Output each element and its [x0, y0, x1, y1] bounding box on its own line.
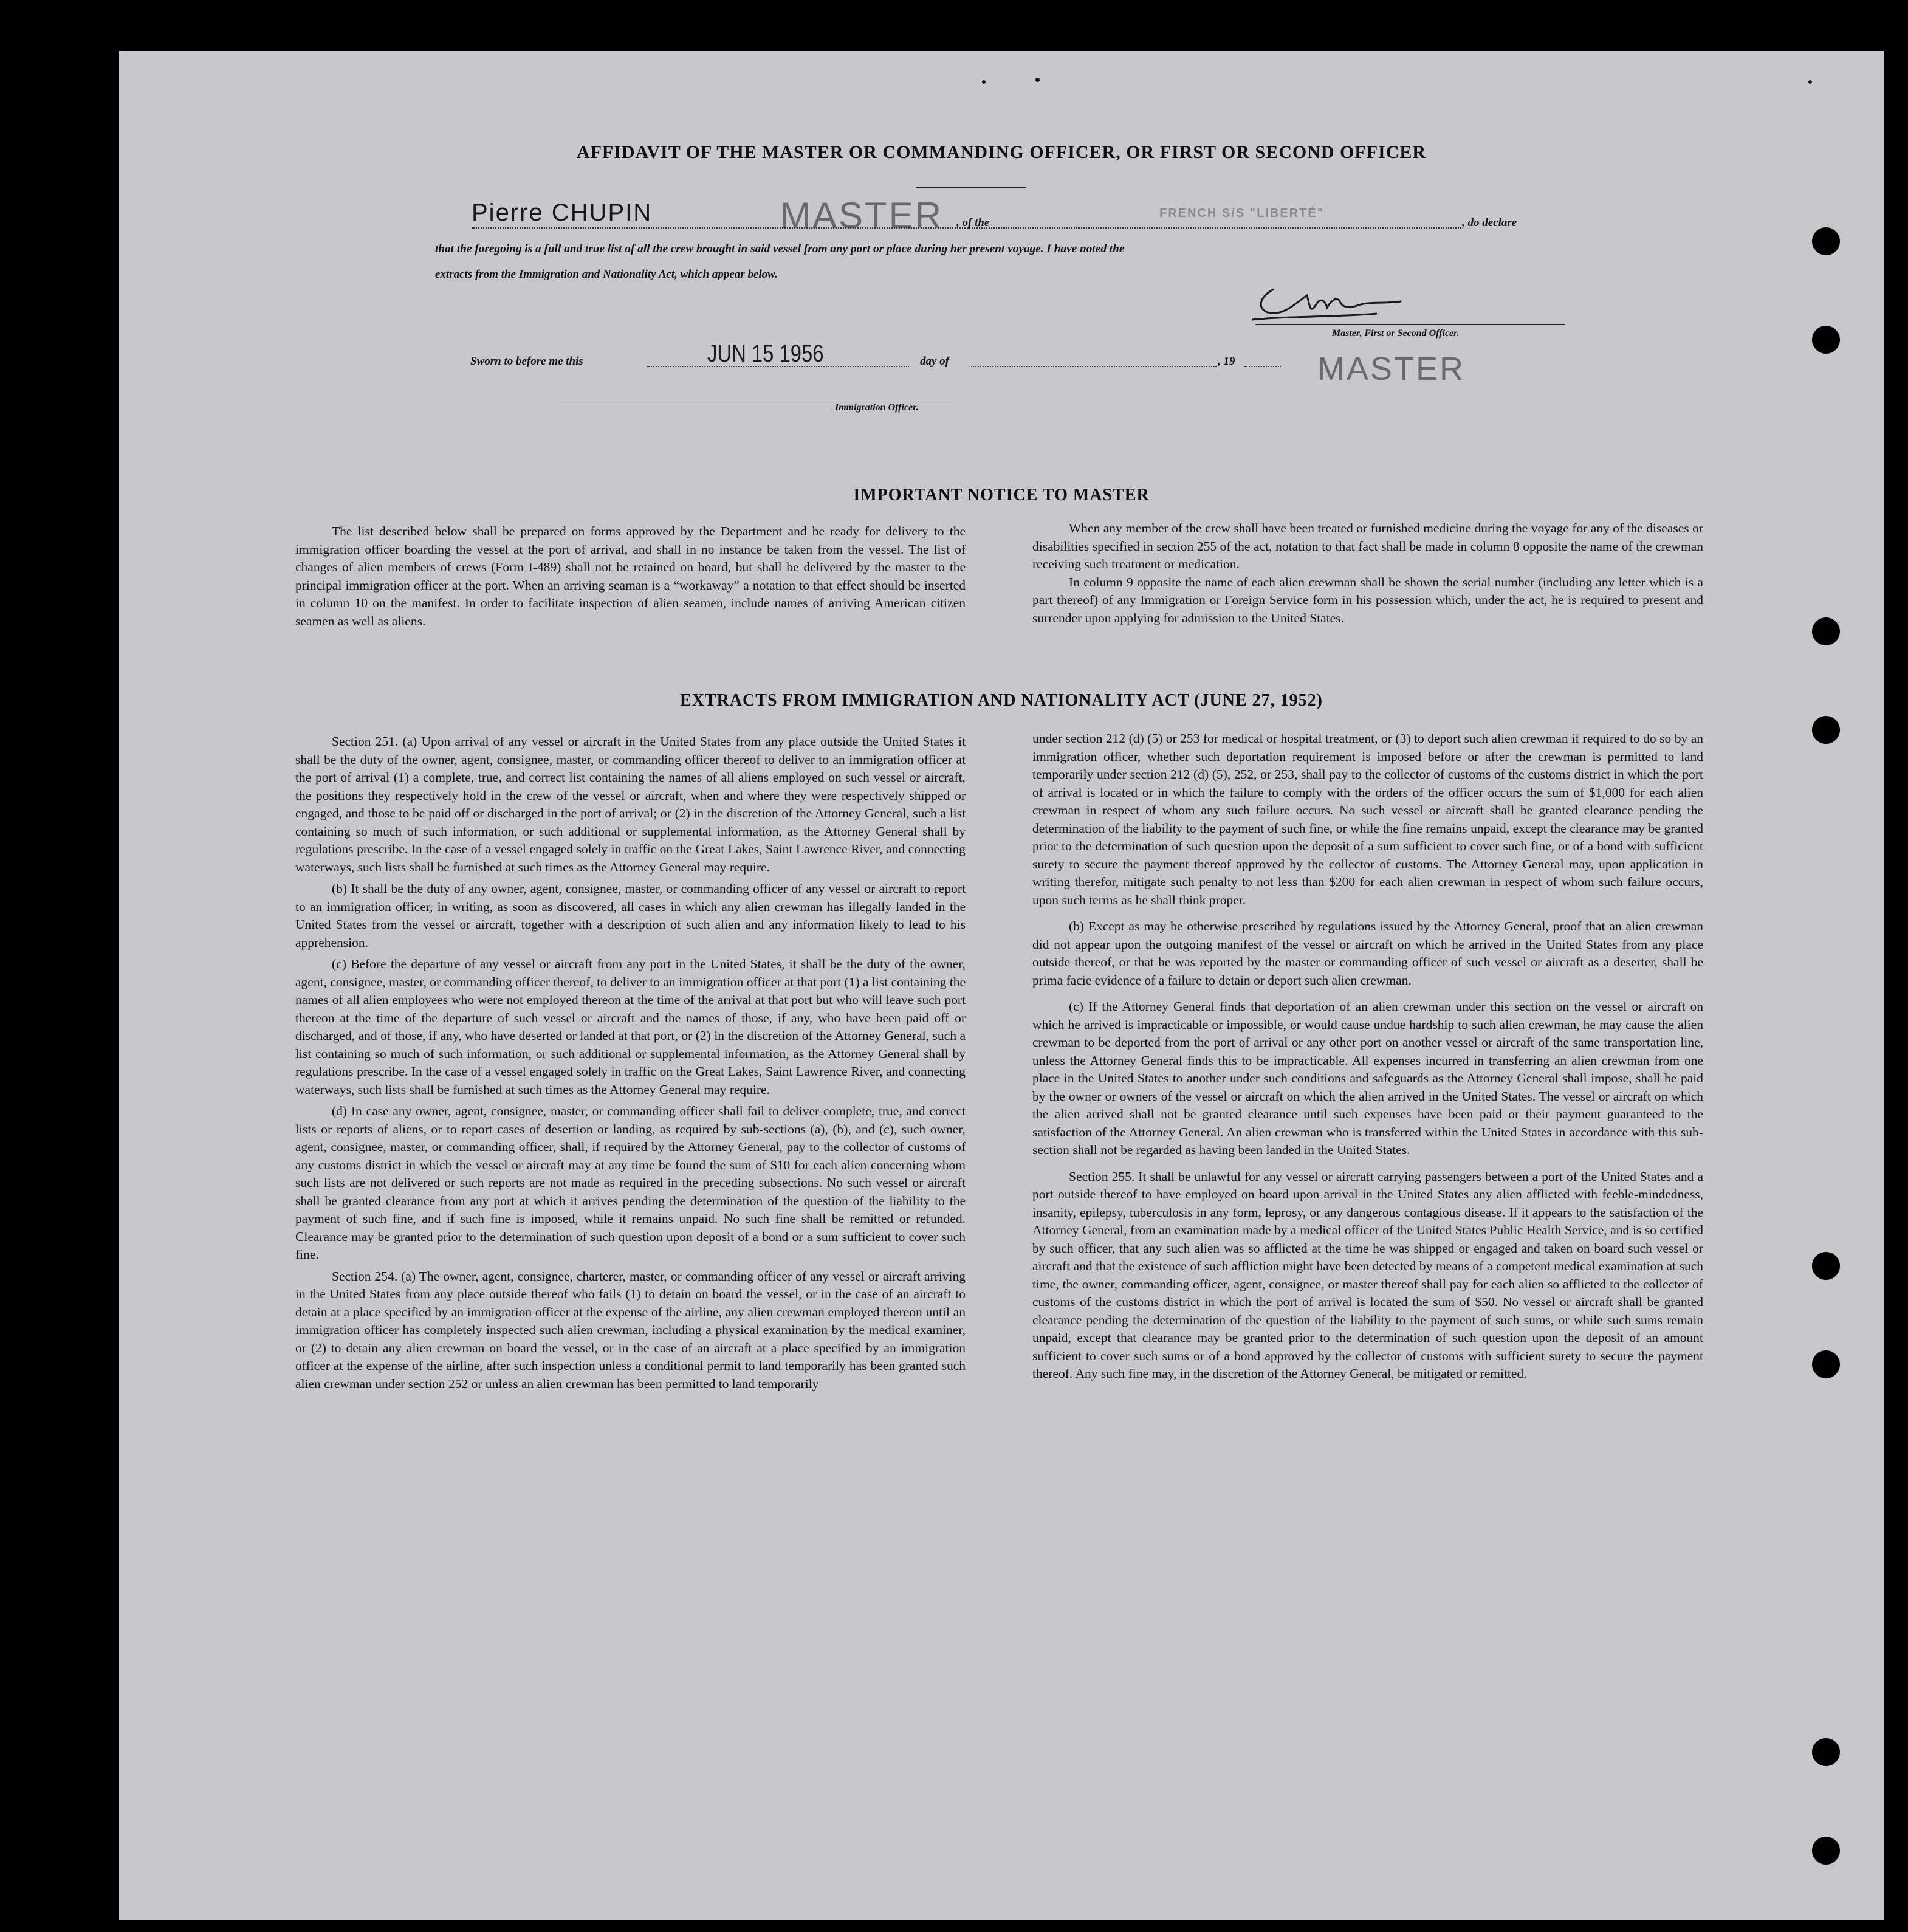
form-page: [119, 51, 1884, 1920]
notice-paragraph: The list described below shall be prepared on forms approved by the Department and be ready for delivery to the immigration officer boarding the vessel at the port of arrival, and shall in no instance be taken from the vessel. The list of changes of alien members of crews (Form I-489) shall not be retained on board, but shall be delivered by the master to the principal immigration officer at the port. When an arriving seaman is a “workaway” a notation to that effect should be inserted in column 10 on the manifest. In order to facilitate inspection of alien seamen, include names of arriving American citizen seamen as well as aliens.: [295, 524, 966, 628]
punch-hole: [1812, 1350, 1840, 1378]
notice-paragraph: When any member of the crew shall have been treated or furnished medicine during the voyage for any of the diseases or disabilities specified in section 255 of the act, notation to that fact shall be made in column 8 opposite the name of the crewman receiving such treatment or medication.: [1032, 521, 1703, 571]
rank-stamp: MASTER: [780, 195, 944, 236]
vessel-line: [1004, 227, 1461, 229]
act-paragraph: under section 212 (d) (5) or 253 for medical or hospital treatment, or (3) to deport such alien crewman if required to do so by an immigration officer, whether such deportation requirement is imposed before or after the crewman is permitted to land temporarily under section 212 (d) (5), 252, or 253, shall pay to the collector of customs of the customs district in which the port of arrival is located or in which the failure to comply with the orders of the officer occurs the sum of $1,000 for each alien crewman in respect of whom any such failure occurs. No such vessel or aircraft shall be granted clearance pending the determination of the liability to the payment of such fine, or while the fine remains unpaid, except the clearance may be granted prior to the determination of such question upon the deposit of a sum sufficient to cover such fine, or of a bond with sufficient surety to secure the payment thereof approved by the collector of customs. The Attorney General may, upon application in writing therefor, mitigate such penalty to not less than $200 for each alien crewman in respect of whom such failure occurs, upon such terms as he shall think proper.: [1032, 731, 1703, 907]
master-stamp: MASTER: [1317, 351, 1466, 387]
dust-speck: [982, 80, 986, 84]
sworn-date-stamp: JUN 15 1956: [707, 340, 824, 367]
punch-hole: [1812, 326, 1840, 354]
notice-paragraph: In column 9 opposite the name of each alien crewman shall be shown the serial number (including any letter which is a part thereof) of any Immigration or Foreign Service form in his possession which, under the act, he is required to present and surrender upon applying for admission to the United States.: [1032, 574, 1703, 625]
do-declare-label: , do declare: [1462, 216, 1517, 229]
act-paragraph: (d) In case any owner, agent, consignee, master, or commanding officer shall fail to deliver complete, true, and correct lists or reports of aliens, or to report cases of desertion or landing, as required by sub-sections (a), (b), and (c), such owner, agent, consignee, master, or commanding officer, shall, if required by the Attorney General, pay to the collector of customs of any customs district in which the vessel or aircraft may at any time be found the sum of $10 for each alien concerning whom such lists are not delivered or such reports are not made as required in the preceding subsections. No such vessel or aircraft shall be granted clearance from any port at which it arrives pending the determination of the question of the liability to the payment of such fine, and if such fine is imposed, while it remains unpaid. No such fine shall be remitted or refunded. Clearance may be granted prior to the determination of such question upon deposit of a bond or a sum sufficient to cover such fine.: [295, 1104, 966, 1262]
act-paragraph: Section 254. (a) The owner, agent, consignee, charterer, master, or commanding officer of any vessel or aircraft arriving in the United States from any place outside thereof who fails (1) to detain on board the vessel, or in the case of an aircraft to detain at a place specified by an immigration officer at the expense of the airline, any alien crewman employed thereon until an immigration officer has completely inspected such alien crewman, including a physical examination by the medical examiner, or (2) to detain any alien crewman on board the vessel, or in the case of an aircraft at a place specified by an immigration officer at the expense of the airline, after such inspection unless a conditional permit to land temporarily has been granted such alien crewman under section 252 or unless an alien crewman has been permitted to land temporarily: [295, 1268, 966, 1391]
signer-caption: Master, First or Second Officer.: [1332, 328, 1460, 339]
master-name: Pierre CHUPIN: [472, 199, 653, 226]
vessel-name: FRENCH S/S "LIBERTÉ": [1159, 207, 1325, 220]
punch-hole: [1812, 227, 1840, 255]
extracts-left-column: [295, 733, 966, 1393]
punch-hole: [1812, 1738, 1840, 1766]
notice-title: IMPORTANT NOTICE TO MASTER: [853, 486, 1150, 504]
act-paragraph: (b) Except as may be otherwise prescribed by regulations issued by the Attorney General, proof that an alien crewman did not appear upon the outgoing manifest of the vessel or aircraft on which he arrived in the United States from any place outside thereof, or that he was reported by the master or commanding officer of such vessel or aircraft as a deserter, shall be prima facie evidence of a failure to detain or deport such alien crewman.: [1032, 919, 1703, 988]
declaration-line-1: that the foregoing is a full and true list of all the crew brought in said vessel from any port or place during her present voyage. I have noted the: [435, 242, 1125, 255]
dust-speck: [1808, 80, 1812, 84]
act-paragraph: (c) If the Attorney General finds that deportation of an alien crewman under this section on the vessel or aircraft on which he arrived is impracticable or impossible, or would cause undue hardship to such alien crewman, he may cause the alien crewman to be deported from the port of arrival or any other port on another vessel or aircraft of the same transportation line, unless the Attorney General finds this to be impracticable. All expenses incurred in transferring an alien crewman from one place in the United States to another under such conditions and safeguards as the Attorney General shall impose, shall be paid by the owner or owners of the vessel or aircraft on which the alien arrived in the United States. The vessel or aircraft on which the alien arrived shall not be granted clearance until such expenses have been paid or their payment guaranteed to the satisfaction of the Attorney General. An alien crewman who is transferred within the United States in accordance with this sub-section shall not be regarded as having been landed in the United States.: [1032, 999, 1703, 1157]
year-line: [1244, 366, 1281, 367]
act-paragraph: Section 251. (a) Upon arrival of any vessel or aircraft in the United States from any place outside the United States it shall be the duty of the owner, agent, consignee, master, or commanding officer thereof to deliver to an immigration officer at the port of arrival (1) a complete, true, and correct list containing the names of all aliens employed on such vessel or aircraft, the positions they respectively hold in the crew of the vessel or aircraft, when and where they were respectively shipped or engaged, and those to be paid off or discharged in the port of arrival; or (2) in the discretion of the Attorney General, such a list containing so much of such information, or such additional or supplemental information, as the Attorney General shall by regulations prescribe. In the case of a vessel engaged solely in traffic on the Great Lakes, Saint Lawrence River, and connecting waterways, such lists shall be furnished at such times as the Attorney General may require.: [295, 734, 966, 875]
extracts-title: EXTRACTS FROM IMMIGRATION AND NATIONALITY ACT (JUNE 27, 1952): [680, 691, 1323, 710]
month-line: [971, 366, 1217, 367]
of-the-label: , of the: [956, 216, 990, 229]
officer-caption: Immigration Officer.: [835, 402, 919, 413]
declaration-line-2: extracts from the Immigration and Nationality Act, which appear below.: [435, 268, 778, 281]
affidavit-title: AFFIDAVIT OF THE MASTER OR COMMANDING OFFICER, OR FIRST OR SECOND OFFICER: [576, 142, 1427, 162]
notice-right-column: [1032, 520, 1703, 627]
extracts-right-column: [1032, 730, 1703, 1383]
punch-hole: [1812, 1252, 1840, 1280]
title-underline: [916, 187, 1026, 188]
sworn-label: Sworn to before me this: [470, 355, 583, 368]
dust-speck: [1035, 78, 1040, 82]
act-paragraph: (c) Before the departure of any vessel or aircraft from any port in the United States, it shall be the duty of the owner, agent, consignee, master, or commanding officer thereof, to deliver to an immigration officer at that port (1) a list containing the names of all alien employees who were not employed thereon at the time of the arrival at that port but who will leave such port thereon at the time of the departure of such vessel or aircraft and the names of those, if any, who have been paid off or discharged, and of those, if any, who have deserted or landed at that port, or (2) in the discretion of the Attorney General, such a list containing so much of such information, or such additional or supplemental information, as the Attorney General shall by regulations prescribe. In the case of a vessel engaged solely in traffic on the Great Lakes, Saint Lawrence River, and connecting waterways, such lists shall be furnished at such times as the Attorney General may require.: [295, 957, 966, 1097]
signature-line: [1255, 324, 1565, 325]
punch-hole: [1812, 1837, 1840, 1865]
punch-hole: [1812, 617, 1840, 645]
year-prefix: , 19: [1218, 355, 1235, 368]
day-of-label: day of: [920, 355, 950, 368]
notice-left-column: [295, 523, 966, 630]
punch-hole: [1812, 716, 1840, 744]
act-paragraph: Section 255. It shall be unlawful for any vessel or aircraft carrying passengers between a port of the United States and a port outside thereof to have employed on board upon arrival in the United States any alien afflicted with feeble-mindedness, insanity, epilepsy, tuberculosis in any form, leprosy, or any dangerous contagious disease. If it appears to the satisfaction of the Attorney General, from an examination made by a medical officer of the United States Public Health Service, and is so certified by such officer, that any such alien was so afflicted at the time he was shipped or engaged and taken on board such vessel or aircraft and that the existence of such affliction might have been detected by means of a competent medical examination at such time, the owner, commanding officer, agent, consignee, or master thereof shall pay for each alien so afflicted to the collector of customs of the customs district in which the port of arrival is located the sum of $50. No vessel or aircraft shall be granted clearance pending the determination of the question of the liability to the payment of such sums, or while such sums remain unpaid, except that clearance may be granted prior to the determination of such question upon the deposit of an amount sufficient to cover such sums or of a bond approved by the collector of customs with sufficient surety to secure the payment thereof. Any such fine may, in the discretion of the Attorney General, be mitigated or remitted.: [1032, 1169, 1703, 1381]
master-signature: [1249, 277, 1432, 326]
act-paragraph: (b) It shall be the duty of any owner, agent, consignee, master, or commanding officer of any vessel or aircraft to report to an immigration officer, in writing, as soon as discovered, all cases in which any alien crewman has illegally landed in the United States from the vessel or aircraft, together with a description of such alien and any information likely to lead to his apprehension.: [295, 881, 966, 950]
